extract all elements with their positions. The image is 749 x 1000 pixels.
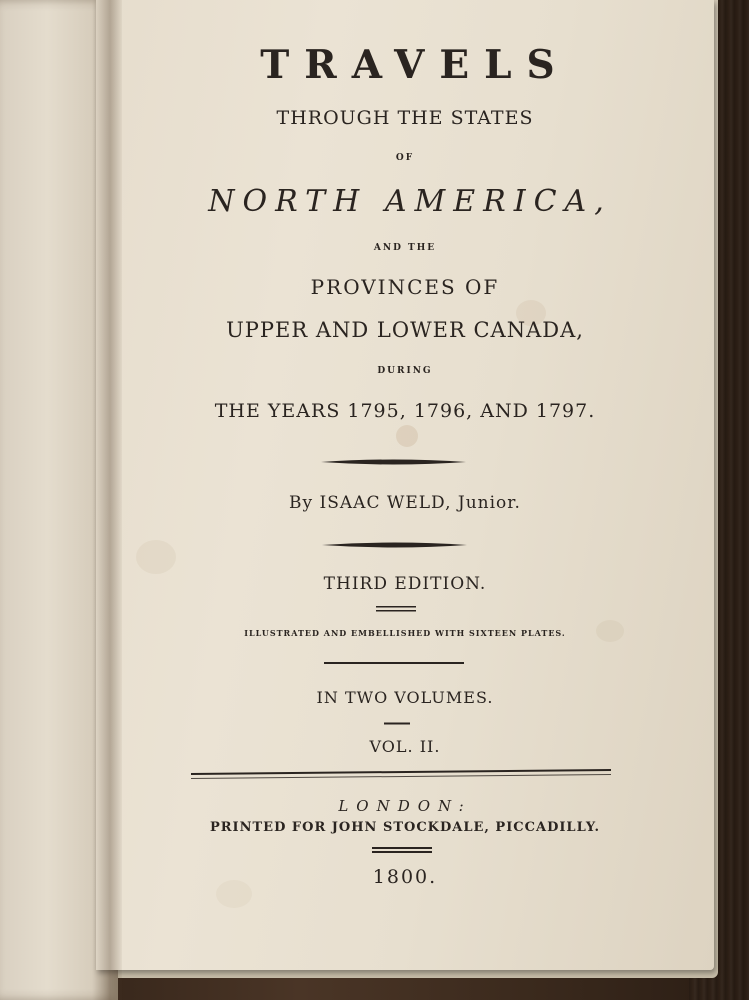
subtitle-through-the-states: THROUGH THE STATES [276,107,534,129]
author-byline: By ISAAC WELD, Junior. [289,493,521,513]
volume-number: VOL. II. [369,737,441,756]
subtitle-of: OF [395,153,415,163]
publication-place: LONDON: [338,797,472,815]
publisher-line: PRINTED FOR JOHN STOCKDALE, PICCADILLY. [209,820,601,835]
double-rule [372,846,432,854]
subtitle-provinces-of: PROVINCES OF [310,275,500,299]
ornamental-rule [322,541,467,549]
book-title: TRAVELS [260,42,570,88]
volumes-line: IN TWO VOLUMES. [316,688,494,707]
subtitle-north-america: NORTH AMERICA, [208,184,612,219]
title-page-text [96,0,714,970]
ornamental-rule [321,458,466,466]
subtitle-years: THE YEARS 1795, 1796, AND 1797. [214,400,596,422]
illustrations-line: ILLUSTRATED AND EMBELLISHED WITH SIXTEEN PLATES. [244,628,566,638]
double-rule [376,605,416,613]
plain-rule [324,661,464,665]
long-double-rule [191,767,611,779]
short-rule [384,722,410,725]
publication-year: 1800. [372,866,438,888]
subtitle-canada: UPPER AND LOWER CANADA, [226,318,584,342]
edition-line: THIRD EDITION. [323,574,487,594]
subtitle-during: DURING [377,366,433,376]
subtitle-and-the: AND THE [373,243,437,253]
